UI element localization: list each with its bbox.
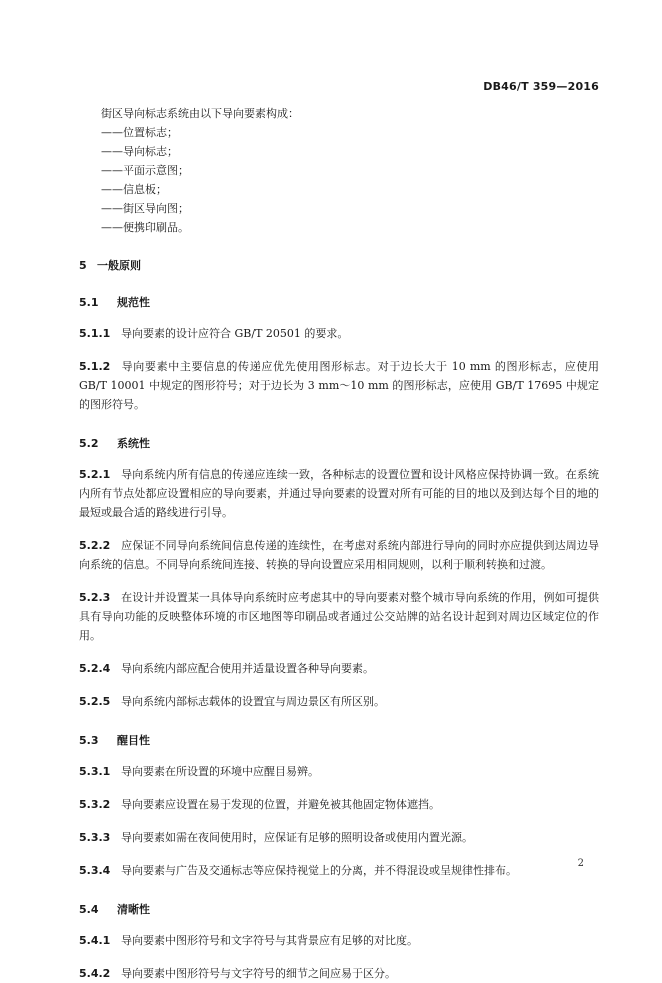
- clause-5-2-1: [79, 465, 599, 522]
- list-item: ——平面示意图；: [101, 164, 189, 177]
- clause-5-3-2: [79, 795, 599, 814]
- subsection-title: 醒目性: [117, 734, 150, 747]
- clause-number: 5.2.5: [79, 695, 111, 708]
- subsection-title: 规范性: [117, 296, 150, 309]
- clause-number: 5.4.2: [79, 967, 111, 980]
- list-item: ——街区导向图；: [101, 202, 189, 215]
- clause-5-2-4: [79, 659, 599, 678]
- clause-5-3-1: [79, 762, 599, 781]
- clause-5-3-3: [79, 828, 599, 847]
- page-number: 2: [577, 858, 584, 869]
- subsection-title: 清晰性: [117, 903, 150, 916]
- clause-number: 5.1.1: [79, 327, 111, 340]
- subsection-title: 系统性: [117, 437, 150, 450]
- document-code-header: DB46/T 359—2016: [483, 80, 599, 93]
- clause-5-2-3: [79, 588, 599, 645]
- section-number: 5: [79, 259, 87, 272]
- subsection-5-1-heading: [79, 294, 599, 310]
- page-body: [79, 104, 599, 983]
- clause-number: 5.3.3: [79, 831, 111, 844]
- clause-5-3-4: [79, 861, 599, 880]
- list-item: ——导向标志；: [101, 145, 178, 158]
- clause-text: 导向系统内部标志载体的设置宜与周边景区有所区别。: [121, 695, 385, 708]
- clause-number: 5.3.2: [79, 798, 111, 811]
- clause-5-1-2: [79, 357, 599, 414]
- subsection-number: 5.1: [79, 296, 99, 309]
- list-item: ——信息板；: [101, 183, 167, 196]
- clause-text: 导向要素如需在夜间使用时，应保证有足够的照明设备或使用内置光源。: [121, 831, 473, 844]
- clause-number: 5.2.2: [79, 539, 111, 552]
- section-title: 一般原则: [97, 259, 141, 272]
- clause-text: 应保证不同导向系统间信息传递的连续性，在考虑对系统内部进行导向的同时亦应提供到达周边导向系统的信息。不同导向系统间连接、转换的导向设置应采用相同规则，以利于顺利转换和过渡。: [79, 539, 599, 571]
- list-item: ——位置标志；: [101, 126, 178, 139]
- clause-text: 导向系统内部应配合使用并适量设置各种导向要素。: [121, 662, 374, 675]
- clause-text: 导向系统内所有信息的传递应连续一致，各种标志的设置位置和设计风格应保持协调一致。在系统内所有节点处都应设置相应的导向要素，并通过导向要素的设置对所有可能的目的地以及到达每个目的地的最短或最合适的路线进行引导。: [79, 468, 599, 519]
- subsection-5-2-heading: [79, 435, 599, 451]
- clause-number: 5.3.1: [79, 765, 111, 778]
- clause-number: 5.3.4: [79, 864, 111, 877]
- clause-number: 5.4.1: [79, 934, 111, 947]
- clause-5-4-2: [79, 964, 599, 983]
- list-item: ——便携印刷品。: [101, 221, 189, 234]
- clause-text: 导向要素中主要信息的传递应优先使用图形标志。对于边长大于 10 mm 的图形标志，应使用 GB/T 10001 中规定的图形符号；对于边长为 3 mm～10 mm 的图形标志，应使用 GB/T 17695 中规定的图形符号。: [79, 360, 599, 411]
- element-list: [79, 123, 599, 237]
- clause-number: 5.2.3: [79, 591, 111, 604]
- subsection-number: 5.3: [79, 734, 99, 747]
- clause-number: 5.1.2: [79, 360, 111, 373]
- clause-5-2-2: [79, 536, 599, 574]
- clause-number: 5.2.4: [79, 662, 111, 675]
- clause-text: 导向要素在所设置的环境中应醒目易辨。: [121, 765, 319, 778]
- section-5-heading: [79, 257, 599, 273]
- clause-text: 导向要素与广告及交通标志等应保持视觉上的分离，并不得混设或呈规律性排布。: [121, 864, 517, 877]
- clause-text: 导向要素中图形符号与文字符号的细节之间应易于区分。: [121, 967, 396, 980]
- subsection-5-4-heading: [79, 901, 599, 917]
- clause-text: 在设计并设置某一具体导向系统时应考虑其中的导向要素对整个城市导向系统的作用，例如可提供具有导向功能的反映整体环境的市区地图等印刷品或者通过公交站牌的站名设计起到对周边区域定位的作用。: [79, 591, 599, 642]
- clause-text: 导向要素应设置在易于发现的位置，并避免被其他固定物体遮挡。: [121, 798, 440, 811]
- subsection-5-3-heading: [79, 732, 599, 748]
- intro-paragraph: 街区导向标志系统由以下导向要素构成：: [101, 107, 299, 120]
- clause-5-2-5: [79, 692, 599, 711]
- clause-5-1-1: [79, 324, 599, 343]
- subsection-number: 5.2: [79, 437, 99, 450]
- subsection-number: 5.4: [79, 903, 99, 916]
- clause-number: 5.2.1: [79, 468, 111, 481]
- clause-text: 导向要素的设计应符合 GB/T 20501 的要求。: [121, 327, 349, 340]
- clause-text: 导向要素中图形符号和文字符号与其背景应有足够的对比度。: [121, 934, 418, 947]
- clause-5-4-1: [79, 931, 599, 950]
